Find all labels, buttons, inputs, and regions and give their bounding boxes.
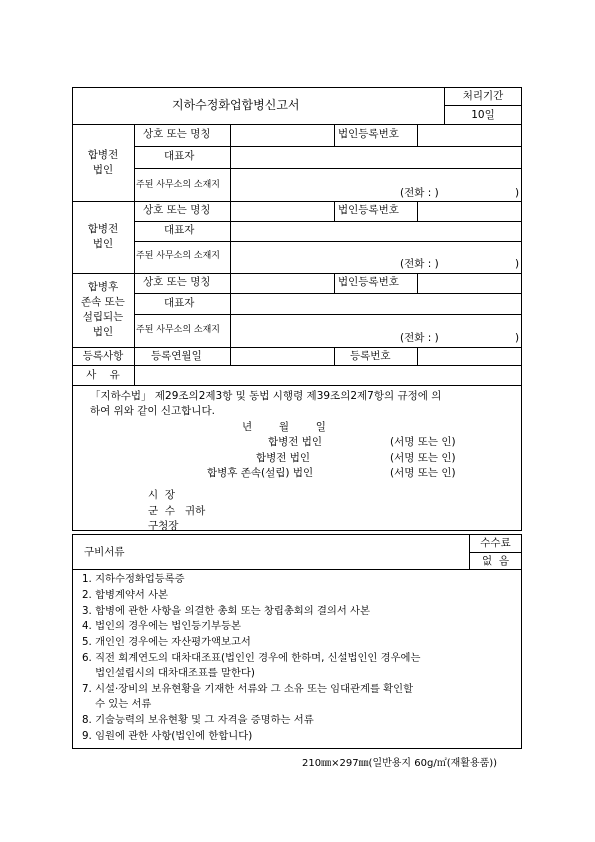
- declaration-line-2: 하여 위와 같이 신고합니다.: [90, 405, 215, 417]
- address-label: 주된 사무소의 소재지: [136, 180, 220, 190]
- document-item: 9. 임원에 관한 사항(법인에 한합니다): [82, 730, 253, 742]
- name-label: 상호 또는 명칭: [143, 276, 211, 288]
- registration-date-label: 등록연월일: [151, 350, 202, 362]
- signer-label: 합병전 법인: [268, 436, 323, 448]
- border-right: [521, 87, 522, 531]
- signer-sign: (서명 또는 인): [390, 452, 456, 464]
- document-item: 1. 지하수정화업등록증: [82, 573, 185, 585]
- document-item: 2. 합병계약서 사본: [82, 589, 168, 601]
- documents-title: 구비서류: [84, 546, 125, 558]
- reg-no-label: 법인등록번호: [338, 204, 399, 216]
- phone-label: (전화 : ): [400, 258, 439, 270]
- block-label-2: 합병전 법인: [87, 223, 119, 250]
- document-item: 6. 직전 회계연도의 대차대조표(법인인 경우에 한하며, 신설법인인 경우에는: [82, 652, 421, 664]
- signer-label: 합병전 법인: [256, 452, 311, 464]
- border-bottom: [72, 530, 522, 531]
- address-label: 주된 사무소의 소재지: [136, 325, 220, 335]
- signer-sign: (서명 또는 인): [390, 436, 456, 448]
- fee-value: 없 음: [482, 555, 509, 567]
- document-item: 3. 합병에 관한 사항을 의결한 총회 또는 창립총회의 결의서 사본: [82, 605, 370, 617]
- border-top: [72, 87, 522, 88]
- recipient-mayor: 시 장: [148, 489, 175, 501]
- reason-label: 사 유: [86, 369, 120, 381]
- rep-label: 대표자: [164, 297, 195, 309]
- reg-no-label: 법인등록번호: [338, 276, 399, 288]
- rep-label: 대표자: [164, 224, 195, 236]
- registration-no-label: 등록번호: [350, 350, 391, 362]
- processing-label: 처리기간: [462, 90, 504, 102]
- document-item: 수 있는 서류: [82, 698, 152, 710]
- phone-label: (전화 : ): [400, 187, 439, 199]
- signer-sign: (서명 또는 인): [390, 467, 456, 479]
- form-title: 지하수정화업합병신고서: [172, 98, 300, 112]
- document-item: 법인설립시의 대차대조표를 말한다): [82, 667, 255, 679]
- document-item: 7. 시설·장비의 보유현황을 기재한 서류와 그 소유 또는 임대관계를 확인할: [82, 683, 414, 695]
- document-item: 4. 법인의 경우에는 법인등기부등본: [82, 620, 241, 632]
- document-item: 5. 개인인 경우에는 자산평가액보고서: [82, 636, 251, 648]
- document-item: 8. 기술능력의 보유현황 및 그 자격을 증명하는 서류: [82, 714, 314, 726]
- block-label-1: 합병전 법인: [87, 148, 119, 176]
- recipient-district: 구청장: [148, 520, 179, 532]
- registration-label: 등록사항: [82, 350, 124, 362]
- paper-spec-footer: 210㎜×297㎜(일반용지 60g/㎡(재활용품)): [302, 758, 498, 769]
- declaration-line-1: 「지하수법」 제29조의2제3항 및 동법 시행령 제39조의2제7항의 규정에 의: [90, 390, 442, 402]
- phone-label: (전화 : ): [400, 332, 439, 344]
- declaration-date: 년 월 일: [242, 421, 326, 433]
- name-label: 상호 또는 명칭: [143, 204, 211, 216]
- recipient-county: 군 수 귀하: [148, 505, 206, 517]
- address-label: 주된 사무소의 소재지: [136, 251, 220, 261]
- fee-label: 수수료: [480, 537, 511, 549]
- signer-label: 합병후 존속(설립) 법인: [207, 467, 314, 479]
- processing-value: 10일: [471, 109, 495, 121]
- rep-label: 대표자: [164, 150, 195, 162]
- reg-no-label: 법인등록번호: [338, 128, 399, 140]
- block-label-3: 합병후 존속 또는 설립되는 법인: [81, 281, 125, 338]
- name-label: 상호 또는 명칭: [143, 128, 211, 140]
